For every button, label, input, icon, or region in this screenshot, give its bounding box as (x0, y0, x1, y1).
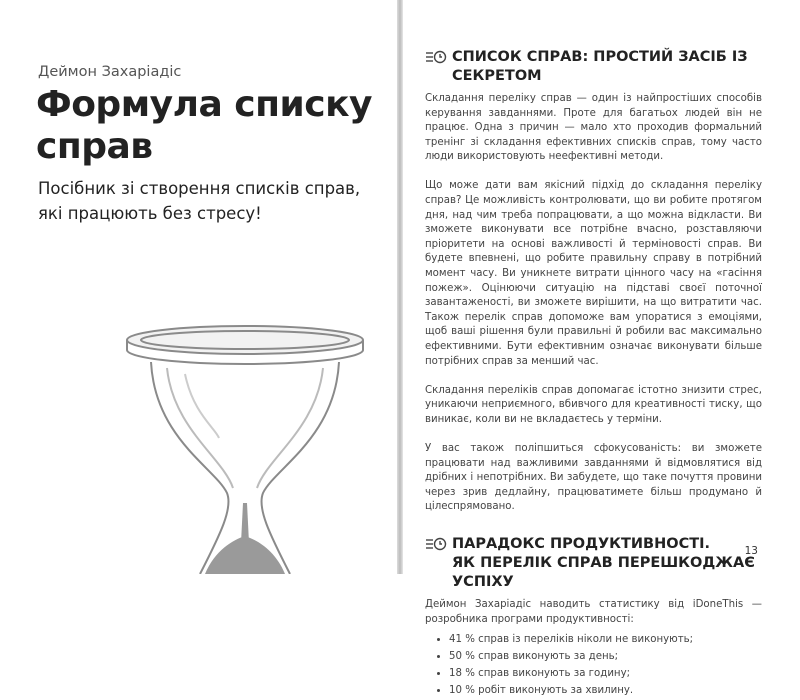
left-page (0, 0, 397, 574)
paragraph: Складання переліку справ — один із найпростіших способів керування завданнями. Проте для багатьох людей він не працює. Одна з причин — мало хто проходив формальний тренінг зі складання ефективних списків справ, тому часто люди використовують неефективні методи. (425, 93, 762, 163)
section-heading-line: ПАРАДОКС ПРОДУКТИВНОСТІ. (452, 535, 710, 552)
section-heading-text: СПИСОК СПРАВ: ПРОСТИЙ ЗАСІБ ІЗ СЕКРЕТОМ (452, 49, 748, 84)
clock-list-icon (425, 537, 447, 551)
list-item: • 18 % справ виконують за годину; (449, 666, 762, 682)
page-number: 13 (744, 545, 758, 557)
list-item: • 10 % робіт виконують за хвилину. (449, 683, 762, 699)
book-title: Формула списку справ (36, 84, 372, 167)
section-heading (425, 48, 762, 86)
list-item: • 41 % справ із переліків ніколи не виконують; (449, 632, 762, 648)
clock-list-icon (425, 50, 447, 64)
right-page (403, 0, 800, 696)
section-heading-line: ЯК ПЕРЕЛІК СПРАВ ПЕРЕШКОДЖАЄ УСПІХУ (452, 554, 755, 590)
paragraph: Що може дати вам якісний підхід до складання переліку справ? Це можливість контролювати, що ви робите протягом дня, над чим треба попрацювати, а що можна відкласти. Ви зможете виконувати все потрібне вчасно, розставляючи пріоритети на основі важливості й терміновості справ. Ви будете впевнені, що робите правильну справу в потрібний момент часу. Ви уникнете витрати цінного часу на «гасіння пожеж». Оцінюючи ситуацію на підставі своєї поточної завантаженості, ви зможете вирішити, на що витратити час. Також перелік справ допоможе вам упоратися з емоціями, щоб ваші рішення були правильні й робили вас максимально ефективними. Бути ефективним означає виконувати більше потрібних справ за менший час. (425, 180, 762, 367)
paragraph: Деймон Захаріадіс наводить статистику від iDoneThis — розробника програми продуктивності: (425, 598, 762, 625)
statistics-list (425, 632, 762, 699)
section-heading (425, 535, 762, 592)
book-subtitle: Посібник зі створення списків справ, які працюють без стресу! (38, 179, 361, 223)
list-item: • 50 % справ виконують за день; (449, 649, 762, 665)
book-author: Деймон Захаріадіс (38, 64, 182, 80)
paragraph: У вас також поліпшиться сфокусованість: ви зможете працювати над важливими завданнями й відмовлятися від дрібних і непотрібних. Ви забудете, що таке почуття провини через зрив дедлайну, працюватимете більш продумано й цілеспрямовано. (425, 442, 762, 513)
hourglass-icon (115, 318, 375, 574)
paragraph: Складання переліків справ допомагає істотно знизити стрес, уникаючи неприємного, вбивчого для креативності тиску, що виникає, коли ви не вкладаєтесь у терміни. (425, 384, 762, 425)
